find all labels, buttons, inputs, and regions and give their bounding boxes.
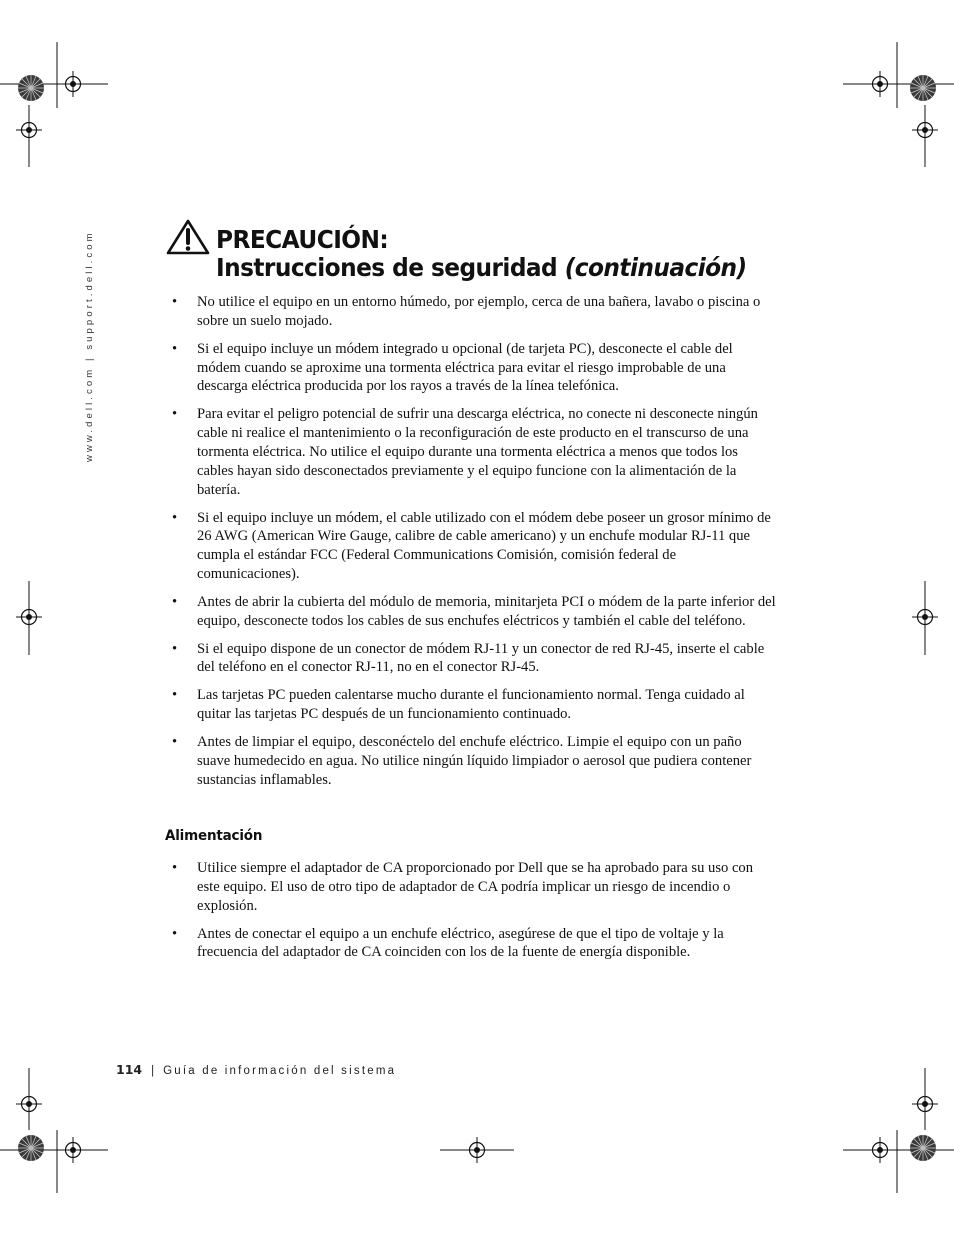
page-footer [116,1062,396,1077]
list-item [168,859,778,915]
bullet: • [172,406,178,423]
section-heading-power: Alimentación [165,828,263,844]
heading-title [216,252,747,283]
heading-title-text: Instrucciones de seguridad [216,253,558,282]
footer-title: Guía de información del sistema [163,1065,397,1077]
warning-triangle-icon [166,219,210,255]
list-item [168,593,778,631]
list-item-text: Antes de abrir la cubierta del módulo de memoria, minitarjeta PCI o módem de la parte inferior del equipo, desconecte todos los cables de sus enchufes eléctricos y también el cable del teléfono. [197,593,776,629]
bullet: • [172,340,178,357]
list-item [168,640,778,678]
list-item [168,509,778,584]
list-item-text: Utilice siempre el adaptador de CA proporcionado por Dell que se ha aprobado para su uso con este equipo. El uso de otro tipo de adaptador de CA podría implicar un riesgo de incendio o explosión. [197,860,754,914]
list-item-text: Antes de conectar el equipo a un enchufe eléctrico, asegúrese de que el tipo de voltaje y la frecuencia del adaptador de CA coinciden con los de la fuente de energía disponible. [197,925,724,961]
list-item-text: Si el equipo dispone de un conector de módem RJ-11 y un conector de red RJ-45, inserte el cable del teléfono en el conector RJ-11, no en el conector RJ-45. [197,640,765,676]
bullet: • [172,734,178,751]
list-item [168,340,778,396]
bullet: • [172,294,178,310]
list-item-text: Para evitar el peligro potencial de sufrir una descarga eléctrica, no conecte ni desconecte ningún cable ni realice el mantenimiento o la reconfiguración de este producto en el transcurso de una tormenta eléctrica. No utilice el equipo durante una tormenta eléctrica a menos que todos los cables hayan sido desconectados previamente y el equipo funcione con la alimentación de la batería. [197,406,758,498]
bullet: • [172,593,178,610]
side-url: www.dell.com | support.dell.com [84,230,95,462]
heading-caution: PRECAUCIÓN: [216,225,389,254]
power-list [168,859,778,971]
list-item-text: Si el equipo incluye un módem, el cable utilizado con el módem debe poseer un grosor mínimo de 26 AWG (American Wire Gauge, calibre de cable americano) y un enchufe modular RJ-11 que cumpla el estándar FCC (Federal Communications Comisión, comisión federal de comunicaciones). [197,509,771,582]
list-item [168,293,778,331]
heading-continuation: (continuación) [564,253,747,282]
list-item [168,925,778,963]
list-item-text: Si el equipo incluye un módem integrado u opcional (de tarjeta PC), desconecte el cable del módem cuando se aproxime una tormenta eléctrica para evitar el riesgo improbable de una descarga eléctrica producida por los rayos a través de la línea telefónica. [197,340,733,395]
list-item [168,686,778,724]
list-item [168,733,778,789]
safety-list [168,293,778,799]
bullet: • [172,687,178,704]
footer-separator: | [151,1065,155,1077]
list-item-text: Las tarjetas PC pueden calentarse mucho durante el funcionamiento normal. Tenga cuidado al quitar las tarjetas PC después de un funcionamiento continuado. [197,687,745,723]
list-item [168,405,778,499]
page-number: 114 [116,1062,143,1077]
list-item-text: No utilice el equipo en un entorno húmedo, por ejemplo, cerca de una bañera, lavabo o piscina o sobre un suelo mojado. [197,294,761,329]
bullet: • [172,925,178,942]
bullet: • [172,640,178,657]
bullet: • [172,509,178,526]
bullet: • [172,860,178,876]
list-item-text: Antes de limpiar el equipo, desconéctelo del enchufe eléctrico. Limpie el equipo con un paño suave humedecido en agua. No utilice ningún líquido limpiador o aerosol que pudiera contener sustancias inflamables. [197,734,752,788]
